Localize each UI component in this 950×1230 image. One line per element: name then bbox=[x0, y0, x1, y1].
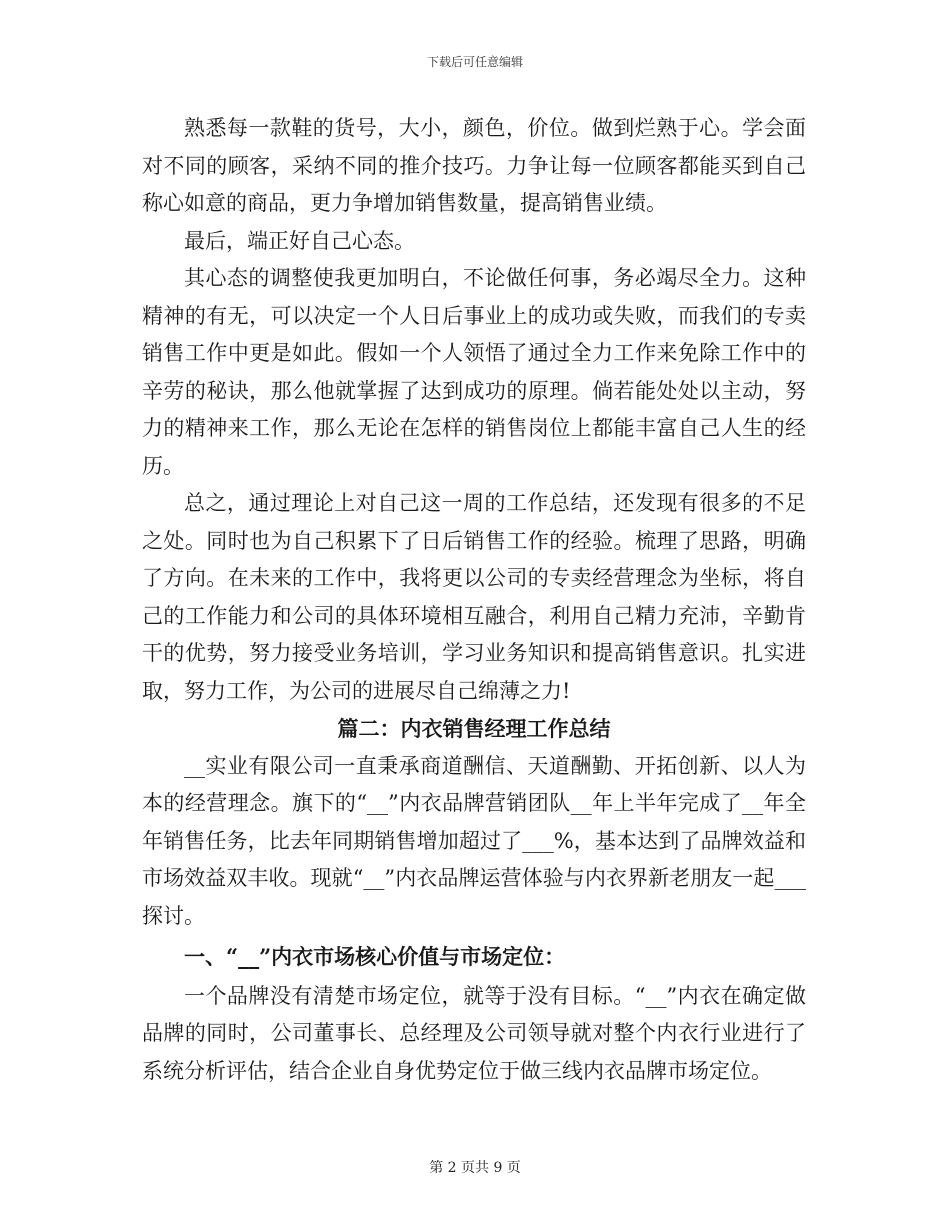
page-header: 下载后可任意编辑 bbox=[426, 55, 523, 69]
page-footer: 第 2 页共 9 页 bbox=[429, 1160, 521, 1176]
paragraph-product-knowledge: 熟悉每一款鞋的货号，大小，颜色，价位。做到烂熟于心。学会面对不同的顾客，采纳不同的推介技巧。力争让每一位顾客都能买到自己称心如意的商品，更力争增加销售数量，提高销售业绩。 bbox=[142, 116, 806, 215]
paragraph-intro: __实业有限公司一直秉承商道酬信、天道酬勤、开拓创新、以人为本的经营理念。旗下的“__”内衣品牌营销团队__年上半年完成了__年全年销售任务，比去年同期销售增加超过了___%，基本达到了品牌效益和市场效益双丰收。现就“__”内衣品牌运营体验与内衣界新老朋友一起___探讨。 bbox=[142, 753, 806, 928]
paragraph-positioning: 一个品牌没有清楚市场定位，就等于没有目标。“__”内衣在确定做品牌的同时，公司董事长、总经理及公司领导就对整个内衣行业进行了系统分析评估，结合企业自身优势定位于做三线内衣品牌市场定位。 bbox=[142, 983, 806, 1083]
document-body bbox=[142, 110, 806, 1090]
subheading-core-value: 一、“__”内衣市场核心价值与市场定位： bbox=[184, 944, 566, 969]
paragraph-attitude: 最后，端正好自己心态。 bbox=[184, 228, 415, 253]
section-title: 篇二：内衣销售经理工作总结 bbox=[337, 716, 611, 741]
paragraph-mindset: 其心态的调整使我更加明白，不论做任何事，务必竭尽全力。这种精神的有无，可以决定一个人日后事业上的成功或失败，而我们的专卖销售工作中更是如此。假如一个人领悟了通过全力工作来免除工作中的辛劳的秘诀，那么他就掌握了达到成功的原理。倘若能处处以主动，努力的精神来工作，那么无论在怎样的销售岗位上都能丰富自己人生的经历。 bbox=[142, 266, 806, 478]
paragraph-summary: 总之，通过理论上对自己这一周的工作总结，还发现有很多的不足之处。同时也为自己积累下了日后销售工作的经验。梳理了思路，明确了方向。在未来的工作中，我将更以公司的专卖经营理念为坐标，将自己的工作能力和公司的具体环境相互融合，利用自己精力充沛，辛勤肯干的优势，努力接受业务培训，学习业务知识和提高销售意识。扎实进取，努力工作，为公司的进展尽自己绵薄之力! bbox=[142, 491, 806, 703]
